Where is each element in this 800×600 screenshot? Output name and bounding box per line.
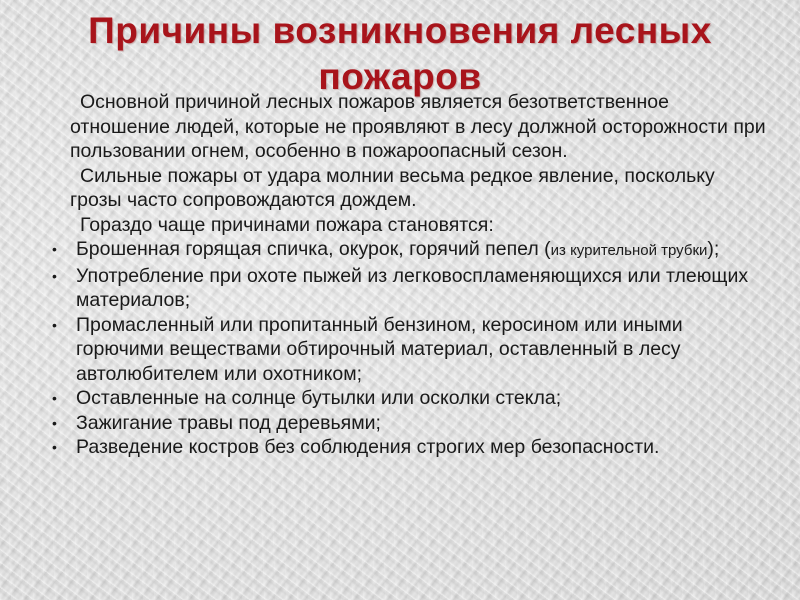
slide-title [0,8,800,100]
bullet-icon: • [52,267,57,284]
paragraph-text: Сильные пожары от удара молнии весьма редкое явление, поскольку грозы часто сопровождаются дождем. [70,164,715,211]
list-item-text: Промасленный или пропитанный бензином, керосином или иными горючими веществами обтирочный материал, оставленный в лесу автолюбителем или охотником; [76,313,683,385]
paragraph-causes-intro [48,213,768,238]
bullet-icon: • [52,316,57,333]
list-item [48,411,768,436]
list-item [48,264,768,313]
bullet-icon: • [52,390,57,406]
bullet-icon: • [52,414,57,431]
list-item-text: Оставленные на солнце бутылки или осколки стекла; [76,387,562,409]
slide-body [48,90,768,460]
bullet-icon: • [52,439,57,455]
slide-title-line-1: Причины возникновения лесных [88,10,712,51]
list-item-text: Употребление при охоте пыжей из легковоспламеняющихся или тлеющих материалов; [76,264,749,311]
paragraph-lightning [48,164,768,213]
causes-list [48,237,768,460]
bullet-icon: • [52,241,57,257]
list-item [48,313,768,387]
paragraph-text: Основной причиной лесных пожаров является безответственное отношение людей, которые не проявляют в лесу должной осторожности при пользовании огнем, особенно в пожароопасный сезон. [70,91,766,162]
list-item [48,386,768,411]
list-item-text: Брошенная горящая спичка, окурок, горячий пепел ( [76,238,551,260]
list-item [48,435,768,460]
list-item-text: Зажигание травы под деревьями; [76,411,381,434]
paragraph-main-cause [48,90,768,164]
list-item-note: из курительной трубки [550,242,708,259]
slide-title-line-2: пожаров [318,56,482,97]
list-item-text: Разведение костров без соблюдения строгих мер безопасности. [76,436,660,458]
list-item [48,237,768,264]
list-item-tail: ); [707,238,720,260]
paragraph-text: Гораздо чаще причинами пожара становятся: [80,213,494,236]
